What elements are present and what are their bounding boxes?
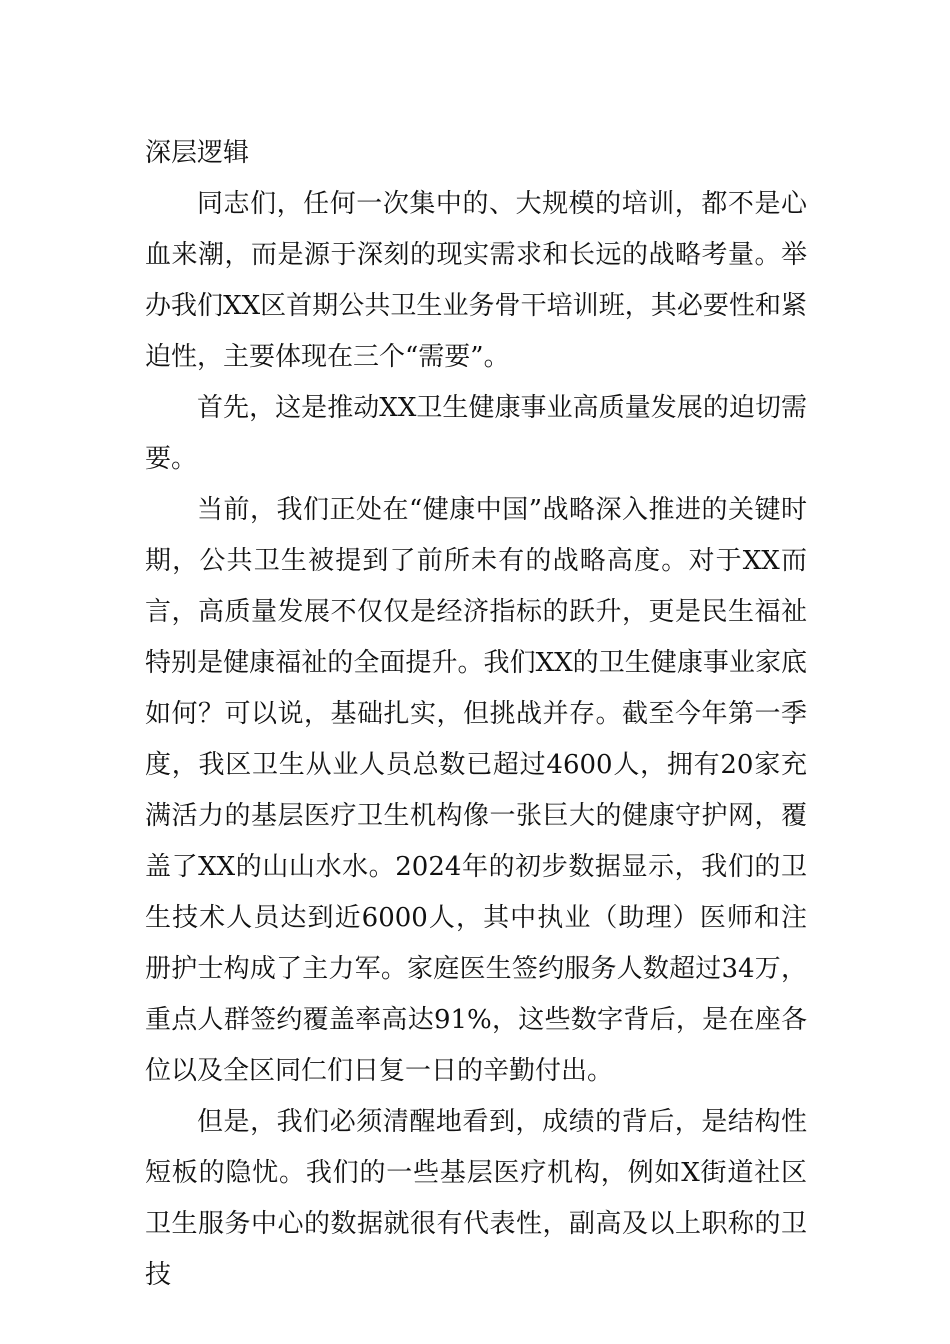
paragraph-intro: 同志们，任何一次集中的、大规模的培训，都不是心血来潮，而是源于深刻的现实需求和长远的战略考量。举办我们XX区首期公共卫生业务骨干培训班，其必要性和紧迫性，主要体现在三个“需要”。 xyxy=(145,189,807,372)
paragraph-structural-shortcomings: 但是，我们必须清醒地看到，成绩的背后，是结构性短板的隐忧。我们的一些基层医疗机构，例如X街道社区卫生服务中心的数据就很有代表性，副高及以上职称的卫技 xyxy=(145,1107,807,1290)
section-heading-continuation: 深层逻辑 xyxy=(145,138,250,168)
document-body xyxy=(145,128,807,1301)
paragraph-first-need: 首先，这是推动XX卫生健康事业高质量发展的迫切需要。 xyxy=(145,393,807,474)
paragraph-current-status: 当前，我们正处在“健康中国”战略深入推进的关键时期，公共卫生被提到了前所未有的战略高度。对于XX而言，高质量发展不仅仅是经济指标的跃升，更是民生福祉特别是健康福祉的全面提升。我们XX的卫生健康事业家底如何？可以说，基础扎实，但挑战并存。截至今年第一季度，我区卫生从业人员总数已超过4600人，拥有20家充满活力的基层医疗卫生机构像一张巨大的健康守护网，覆盖了XX的山山水水。2024年的初步数据显示，我们的卫生技术人员达到近6000人，其中执业（助理）医师和注册护士构成了主力军。家庭医生签约服务人数超过34万，重点人群签约覆盖率高达91%，这些数字背后，是在座各位以及全区同仁们日复一日的辛勤付出。 xyxy=(145,495,807,1086)
